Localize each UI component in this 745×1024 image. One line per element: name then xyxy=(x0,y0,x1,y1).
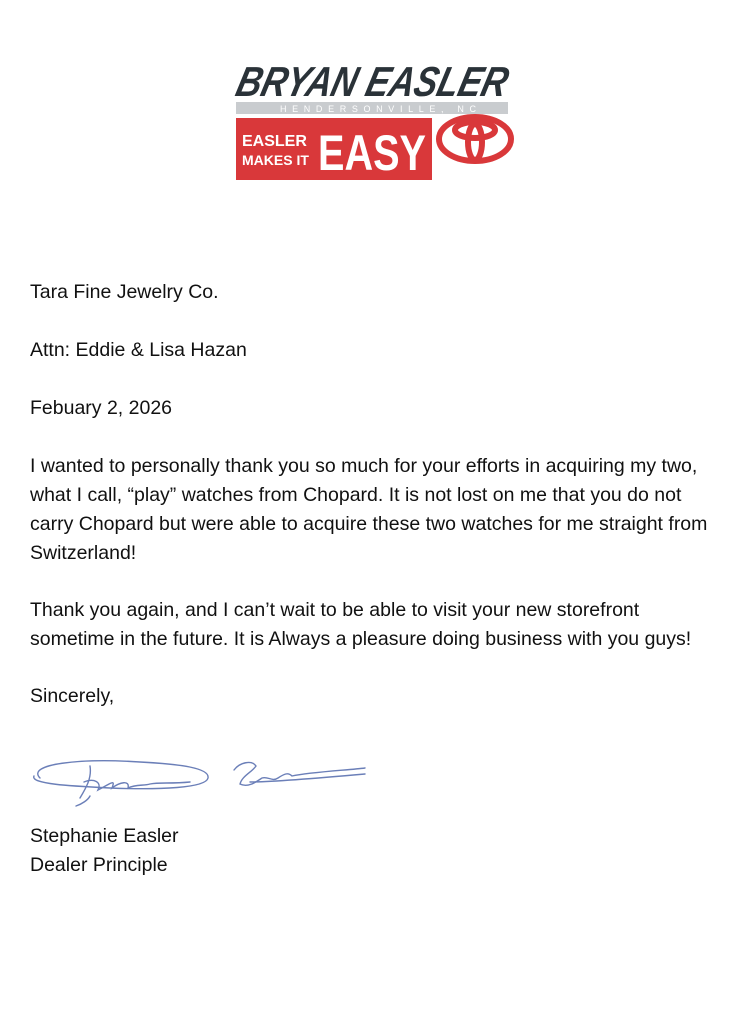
handwritten-signature xyxy=(20,748,370,818)
letter-body xyxy=(30,278,710,711)
tagline-easy: EASY xyxy=(318,125,426,181)
closing: Sincerely, xyxy=(30,685,115,707)
tagline-easler: EASLER xyxy=(242,133,307,150)
dealer-name: BRYAN EASLER xyxy=(231,58,571,106)
attention-line: Attn: Eddie & Lisa Hazan xyxy=(30,339,247,361)
toyota-logo-icon xyxy=(439,117,511,161)
paragraph-1: I wanted to personally thank you so much for your efforts in acquiring my two, what I call, “play” watches from Chopard. It is not lost on me that you do not carry Chopard but were able to acquire these two watches for me straight from Switzerland! xyxy=(30,455,708,564)
dealer-logo xyxy=(228,38,571,188)
signer-block xyxy=(30,822,430,880)
paragraph-2: Thank you again, and I can’t wait to be able to visit your new storefront sometime in the future. It is Always a pleasure doing business with you guys! xyxy=(30,599,692,650)
letter-date: Febuary 2, 2026 xyxy=(30,397,173,419)
signer-title: Dealer Principle xyxy=(30,854,168,876)
tagline-makes-it: MAKES IT xyxy=(242,152,309,168)
signer-name: Stephanie Easler xyxy=(30,825,179,847)
recipient: Tara Fine Jewelry Co. xyxy=(30,281,219,303)
dealer-location: HENDERSONVILLE, NC xyxy=(280,104,480,114)
